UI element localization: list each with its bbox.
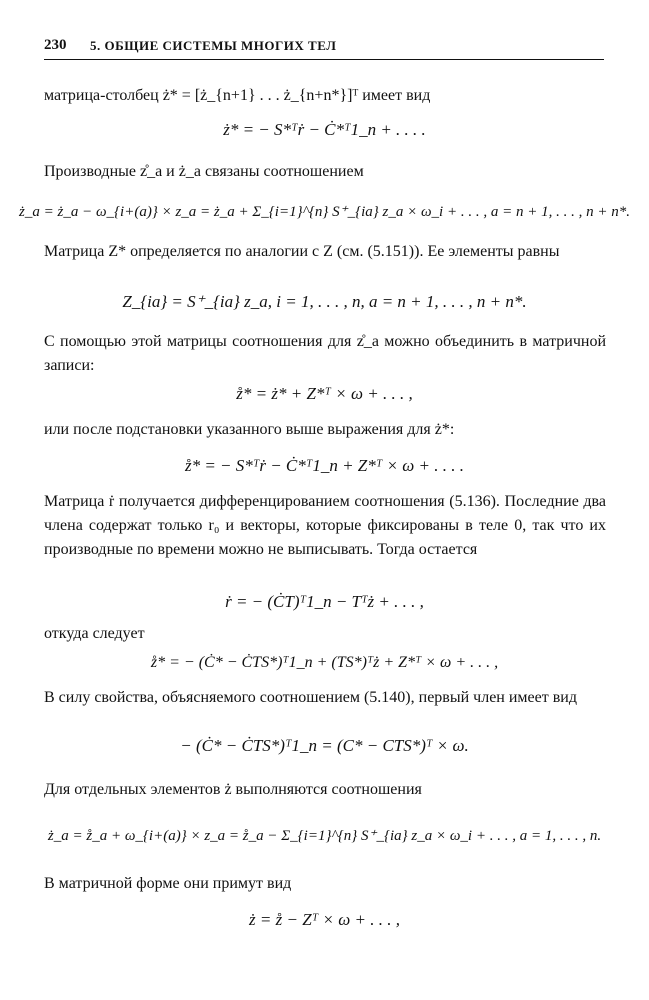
- equation-3: Z_{ia} = S⁺_{ia} z_a, i = 1, . . . , n, a = n + 1, . . . , n + n*.: [122, 292, 527, 311]
- equation-8: − (Ċ* − ĊTS*)ᵀ1_n = (C* − CTS*)ᵀ × ω.: [180, 736, 469, 755]
- equation-6: ṙ = − (ĊT)ᵀ1_n − Tᵀż + . . . ,: [225, 592, 424, 611]
- equation-2: ż_a = ż_a − ω_{i+(a)} × z_a = ż_a + Σ_{i=1}^{n} S⁺_{ia} z_a × ω_i + . . . , a = n + 1, . . . , n + n*.: [19, 204, 630, 220]
- page-number: 230: [44, 37, 67, 53]
- equation-9: ż_a = z̊_a + ω_{i+(a)} × z_a = z̊_a − Σ_{i=1}^{n} S⁺_{ia} z_a × ω_i + . . . , a = 1, . . . , n.: [47, 828, 602, 844]
- paragraph-1: матрица-столбец ż* = [ż_{n+1} . . . ż_{n+n*}]ᵀ имеет вид: [44, 87, 431, 104]
- paragraph-2: Производные z̊_a и ż_a связаны соотношением: [44, 163, 364, 180]
- running-header: [44, 35, 604, 60]
- equation-10: ż = z̊ − Zᵀ × ω + . . . ,: [249, 910, 400, 929]
- equation-1: ż* = − S*ᵀṙ − Ċ*ᵀ1_n + . . . .: [223, 120, 426, 139]
- paragraph-3: Матрица Z* определяется по аналогии с Z (см. (5.151)). Ее элементы равны: [44, 243, 560, 260]
- paragraph-5: или после подстановки указанного выше выражения для ż*:: [44, 421, 455, 438]
- paragraph-6: Матрица ṙ получается дифференцированием соотношения (5.136). Последние два члена содержат только r₀ и векторы, которые фиксированы в теле 0, так что их производные по времени можно не выписывать. Тогда остается: [44, 493, 606, 558]
- paragraph-9: Для отдельных элементов ż выполняются соотношения: [44, 781, 422, 798]
- paragraph-10: В матричной форме они примут вид: [44, 875, 292, 892]
- equation-7: z̊* = − (Ċ* − ĊTS*)ᵀ1_n + (TS*)ᵀż + Z*ᵀ × ω + . . . ,: [150, 654, 499, 671]
- equation-4: z̊* = ż* + Z*ᵀ × ω + . . . ,: [236, 384, 413, 403]
- paragraph-7: откуда следует: [44, 625, 145, 642]
- chapter-title: 5. ОБЩИЕ СИСТЕМЫ МНОГИХ ТЕЛ: [90, 38, 337, 53]
- equation-5: z̊* = − S*ᵀṙ − Ċ*ᵀ1_n + Z*ᵀ × ω + . . . .: [184, 456, 465, 475]
- paragraph-8: В силу свойства, объясняемого соотношением (5.140), первый член имеет вид: [44, 689, 577, 706]
- paragraph-4: С помощью этой матрицы соотношения для z̊_a можно объединить в матричной записи:: [44, 333, 606, 374]
